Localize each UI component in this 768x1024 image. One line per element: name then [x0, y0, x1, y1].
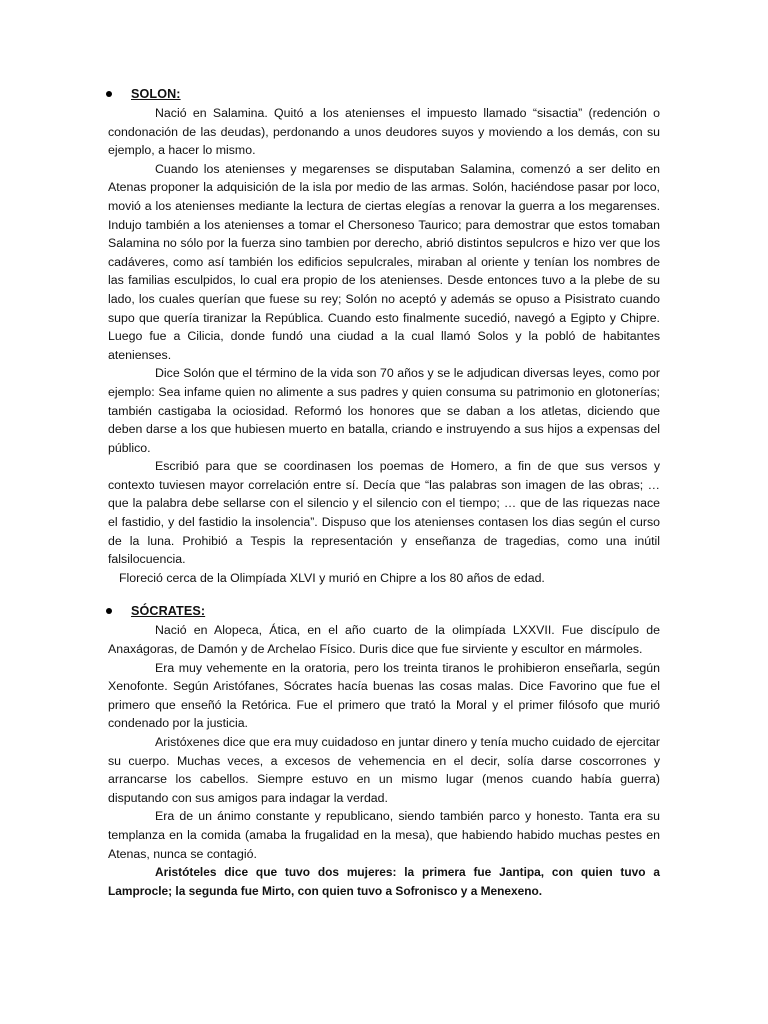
section-solon	[108, 84, 660, 587]
paragraph: Era muy vehemente en la oratoria, pero los treinta tiranos le prohibieron enseñarla, según Xenofonte. Según Aristófanes, Sócrates hacía buenas las cosas malas. Dice Favorino que fue el primero que enseñó la Retórica. Fue el primero que trató la Moral y el primer filósofo que murió condenado por la justicia.	[108, 660, 660, 731]
section-socrates	[108, 601, 660, 900]
paragraph: Era de un ánimo constante y republicano, siendo también parco y honesto. Tanta era su templanza en la comida (amaba la frugalidad en la mesa), que habiendo habido muchas pestes en Atenas, nunca se contagió.	[108, 809, 660, 861]
heading-text: SOLON:	[131, 87, 181, 101]
paragraph: Cuando los atenienses y megarenses se disputaban Salamina, comenzó a ser delito en Atenas proponer la adquisición de la isla por medio de las armas. Solón, haciéndose pasar por loco, movió a los atenienses mediante la lectura de ciertas elegías a renovar la guerra a los megarenses. Indujo también a los atenienses a tomar el Chersoneso Taurico; para demostrar que estos tomaban Salamina no sólo por la fuerza sino tambien por derecho, abrió distintos sepulcros e hizo ver que los cadáveres, como así también los edificios sepulcrales, miraban al oriente y tenían los nombres de las familias esculpidos, lo cual era propio de los atenienses. Desde entonces tuvo a la plebe de su lado, los cuales querían que fuese su rey; Solón no aceptó y además se opuso a Pisistrato cuando supo que quería tiranizar la República. Cuando esto finalmente sucedió, navegó a Egipto y Chipre. Luego fue a Cilicia, donde fundó una ciudad a la cual llamó Solos y la pobló de habitantes atenienses.	[108, 161, 660, 362]
paragraph: Dice Solón que el término de la vida son 70 años y se le adjudican diversas leyes, como por ejemplo: Sea infame quien no alimente a sus padres y quien consuma su patrimonio en glotonerías; también castigaba la ociosidad. Reformó los honores que se daban a los atletas, diciendo que deben darse a los que hubiesen muerto en batalla, criando e instruyendo a sus hijos a expensas del público.	[108, 366, 660, 455]
paragraph: Nació en Salamina. Quitó a los atenienses el impuesto llamado “sisactia” (redención o condonación de las deudas), perdonando a unos deudores suyos y moviendo a los demás, con su ejemplo, a hacer lo mismo.	[108, 106, 660, 158]
heading-text: SÓCRATES:	[131, 604, 206, 619]
paragraph: Escribió para que se coordinasen los poemas de Homero, a fin de que sus versos y contexto tuviesen mayor correlación entre sí. Decía que “las palabras son imagen de las obras; … que la palabra debe sellarse con el silencio y el silencio con el tiempo; … que de las riquezas nace el fastidio, y del fastidio la insolencia”. Dispuso que los atenienses contasen los dias según el curso de la luna. Prohibió a Tespis la representación y enseñanza de tragedias, como una inútil falsilocuencia.	[108, 459, 660, 567]
paragraph: Nació en Alopeca, Ática, en el año cuarto de la olimpíada LXXVII. Fue discípulo de Anaxágoras, de Damón y de Archelao Físico. Duris dice que fue sirviente y escultor en mármoles.	[108, 623, 660, 657]
paragraph: Aristóxenes dice que era muy cuidadoso en juntar dinero y tenía mucho cuidado de ejercitar su cuerpo. Muchas veces, a excesos de vehemencia en el decir, solía darse coscorrones y arrancarse los cabellos. Siempre estuvo en un mismo lugar (menos cuando había guerra) disputando con sus amigos para indagar la verdad.	[108, 735, 660, 805]
bullet-icon	[106, 608, 112, 614]
section-heading-solon	[106, 84, 660, 104]
bullet-icon	[106, 91, 112, 97]
section-heading-socrates	[106, 601, 660, 621]
paragraph: Aristóteles dice que tuvo dos mujeres: la primera fue Jantipa, con quien tuvo a Lamprocle; la segunda fue Mirto, con quien tuvo a Sofronisco y a Menexeno.	[108, 865, 660, 898]
paragraph: Floreció cerca de la Olimpíada XLVI y murió en Chipre a los 80 años de edad.	[119, 570, 545, 585]
document-page	[108, 84, 660, 900]
